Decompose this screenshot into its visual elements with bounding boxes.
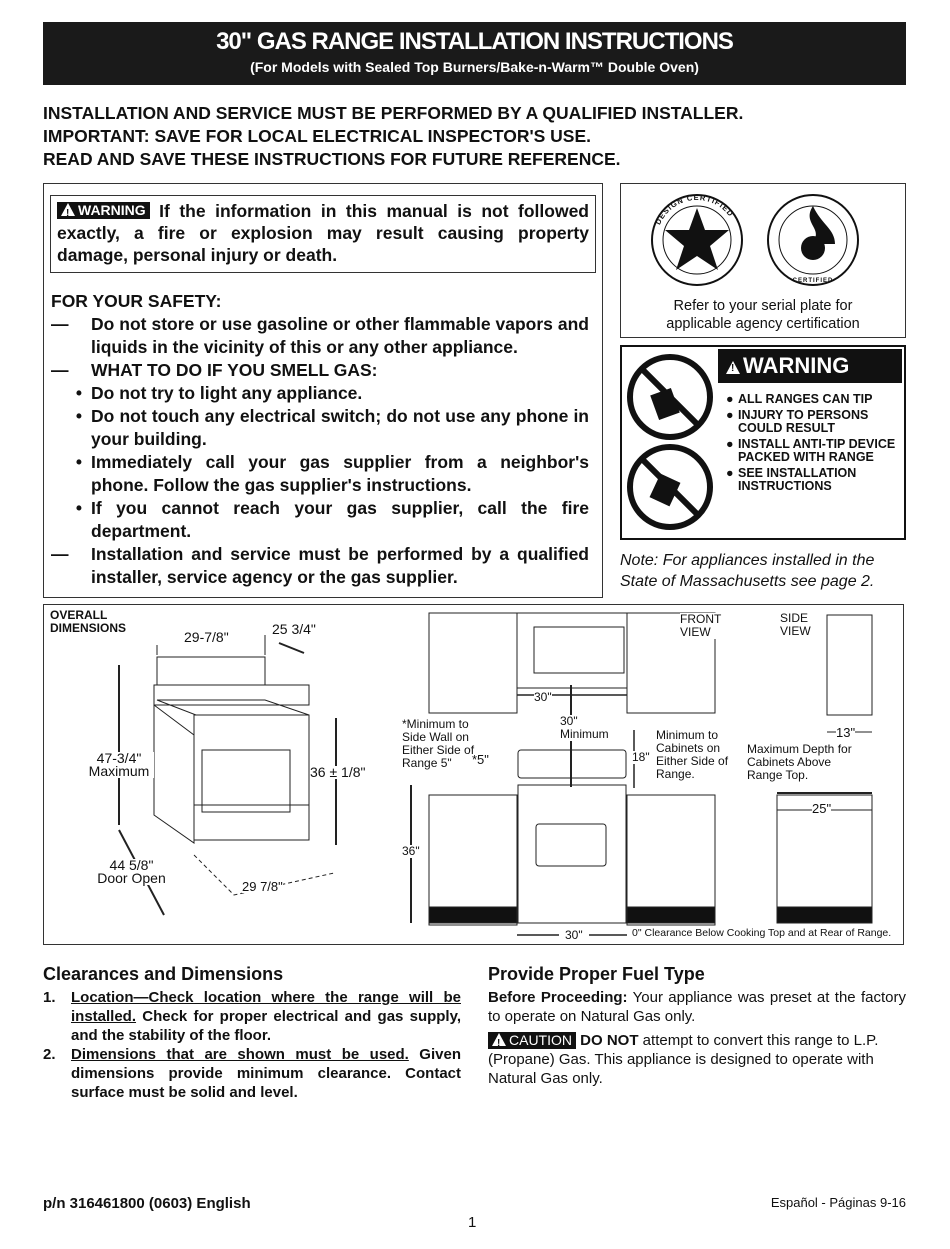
dash: —	[51, 360, 69, 380]
seal2-text: CERTIFIED	[792, 278, 834, 284]
side-view-label: SIDE VIEW	[780, 611, 811, 638]
warning-triangle-icon: !	[492, 1033, 506, 1046]
notice-3: READ AND SAVE THESE INSTRUCTIONS FOR FUTURE REFERENCE.	[43, 149, 621, 169]
hood-clearance-dim: 30" Minimum	[560, 715, 620, 741]
fuel-heading: Provide Proper Fuel Type	[488, 964, 705, 984]
warning-triangle-icon: !	[726, 361, 740, 374]
clearances-heading: Clearances and Dimensions	[43, 964, 284, 984]
overall-dimensions-label: OVERALL DIMENSIONS	[50, 608, 127, 635]
counter-height-dim: 36"	[402, 844, 420, 858]
seal1-text: DESIGN CERTIFIED	[653, 192, 736, 227]
safety-bullet: Do not touch any electrical switch; do not use any phone in your building.	[91, 406, 589, 449]
range-width-dim: 30"	[559, 929, 589, 942]
bullet: •	[75, 383, 83, 403]
range-depth-dim: 25"	[812, 801, 832, 816]
fuel-text: Your appliance was preset at the factory to operate on Natural Gas only.	[488, 989, 906, 1025]
title-bar	[43, 22, 906, 85]
side-wall-note: *Minimum to Side Wall on Either Side of Range 5"	[402, 718, 482, 770]
part-number: p/n 316461800 (0603) English	[43, 1195, 251, 1212]
item-number: 2.	[43, 1046, 56, 1063]
safety-bullet: Immediately call your gas supplier from a neighbor's phone. Follow the gas supplier's instructions.	[91, 452, 589, 495]
certification-seals-icon	[621, 184, 905, 289]
certification-box	[620, 183, 906, 338]
spanish-pages: Español - Páginas 9-16	[770, 1195, 906, 1210]
dash: —	[51, 314, 69, 334]
warning-box	[50, 195, 596, 273]
width-dim: 29-7/8"	[184, 629, 229, 645]
base-width-dim: 29 7/8"	[242, 879, 283, 894]
five-inch-dim: *5"	[472, 752, 489, 767]
fuel-type-section	[488, 965, 906, 1088]
safety-bullet: Do not try to light any appliance.	[91, 383, 363, 403]
safety-instructions	[51, 290, 589, 589]
location-text: Location—Check location where the range will be installed.	[71, 989, 461, 1025]
caution-badge: ! CAUTION	[488, 1032, 576, 1049]
notice-2: IMPORTANT: SAVE FOR LOCAL ELECTRICAL INSPECTOR'S USE.	[43, 126, 591, 146]
clearances-section	[43, 965, 461, 1102]
clearance-note: 0" Clearance Below Cooking Top and at Rear of Range.	[632, 927, 892, 939]
page-number: 1	[468, 1214, 477, 1231]
location-detail: Check for proper electrical and gas supply, and the stability of the floor.	[71, 1008, 461, 1044]
tip-hazard-icon	[622, 347, 718, 537]
warning-text: If the information in this manual is not followed exactly, a fire or explosion may result causing property damage, personal injury or death.	[57, 201, 589, 265]
anti-tip-item: INSTALL ANTI-TIP DEVICE PACKED WITH RANGE	[738, 437, 896, 464]
massachusetts-note: Note: For appliances installed in the State of Massachusetts see page 2.	[620, 552, 875, 590]
anti-tip-warning: ! WARNING ● ALL RANGES CAN TIP ● INJURY TO PERSONS COULD RESULT ● INSTALL ANTI-TIP DEVICE PACKED WITH RANGE ● SEE INSTALLATION INSTRUCTIONS	[620, 345, 906, 540]
dimensions-diagram	[43, 604, 904, 945]
certification-text: Refer to your serial plate for applicable agency certification	[666, 298, 860, 332]
do-not: DO NOT	[580, 1032, 639, 1049]
bullet: •	[75, 452, 83, 472]
before-proceeding: Before Proceeding:	[488, 989, 628, 1006]
safety-item: Installation and service must be performed by a qualified installer, service agency or the gas supplier.	[91, 544, 589, 587]
anti-tip-item: SEE INSTALLATION INSTRUCTIONS	[738, 466, 857, 493]
safety-bullet: If you cannot reach your gas supplier, call the fire department.	[91, 498, 589, 541]
anti-tip-item: INJURY TO PERSONS COULD RESULT	[738, 408, 869, 435]
warning-badge: ! WARNING	[57, 202, 150, 219]
bullet: •	[75, 498, 83, 518]
cooktop-height-dim: 36 ± 1/8"	[310, 764, 366, 780]
notice-1: INSTALLATION AND SERVICE MUST BE PERFORMED BY A QUALIFIED INSTALLER.	[43, 103, 744, 123]
max-depth-note: Maximum Depth for Cabinets Above Range Top.	[747, 742, 852, 782]
cabinet-depth-dim: 13"	[836, 725, 856, 740]
anti-tip-item: ALL RANGES CAN TIP	[738, 392, 873, 406]
safety-item: WHAT TO DO IF YOU SMELL GAS:	[91, 360, 378, 380]
dash: —	[51, 544, 69, 564]
caution-text: attempt to convert this range to L.P. (Propane) Gas. This appliance is designed to operate with Natural Gas only.	[488, 1032, 879, 1087]
safety-item: Do not store or use gasoline or other flammable vapors and liquids in the vicinity of this or any other appliance.	[91, 314, 589, 357]
min-cabinet-note: Minimum to Cabinets on Either Side of Range.	[656, 728, 729, 781]
dimensions-text: Dimensions that are shown must be used.	[71, 1046, 409, 1063]
page-subtitle: (For Models with Sealed Top Burners/Bake-n-Warm™ Double Oven)	[250, 59, 699, 75]
bullet: •	[75, 406, 83, 426]
anti-tip-badge: ! WARNING	[718, 349, 902, 383]
page-title: 30" GAS RANGE INSTALLATION INSTRUCTIONS	[216, 28, 733, 55]
hood-width-dim: 30"	[534, 690, 552, 704]
safety-heading: FOR YOUR SAFETY:	[51, 291, 222, 311]
dimensions-detail: Given dimensions provide minimum clearance. Contact surface must be solid and level.	[71, 1046, 461, 1101]
depth-dim: 25 3/4"	[272, 621, 316, 637]
warning-triangle-icon: !	[61, 203, 75, 216]
door-open-dim: 44 5/8" Door Open	[94, 859, 169, 885]
height-dim: 47-3/4" Maximum	[84, 752, 154, 778]
eighteen-dim: 18"	[632, 750, 650, 764]
item-number: 1.	[43, 989, 56, 1006]
front-view-label: FRONT VIEW	[680, 613, 730, 639]
